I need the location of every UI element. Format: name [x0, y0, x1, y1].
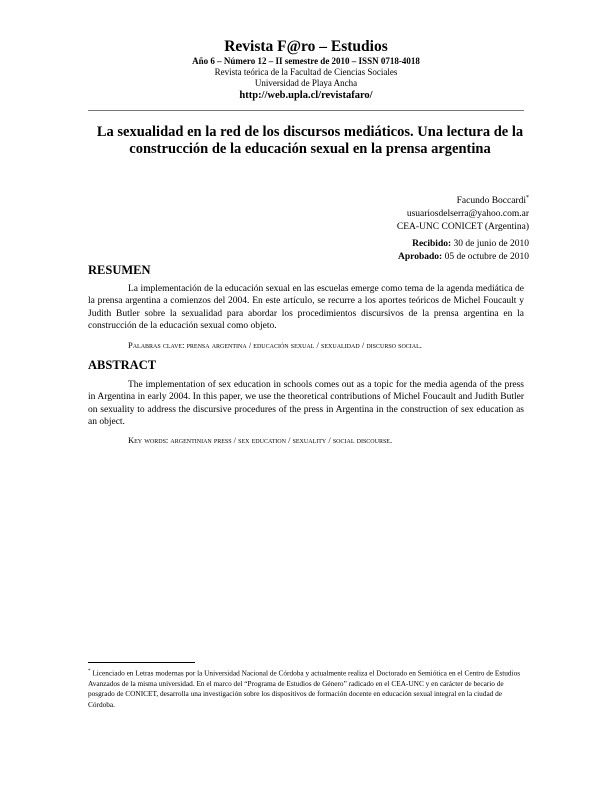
footnote-text: Licenciado en Letras modernas por la Universidad Nacional de Córdoba y actualmente realiza el Doctorado en Semiótica en el Centro de Estudios Avanzados de la misma universidad. En el marco del “Programa de Estudios de Género” radicado en el CEA-UNC y en carácter de becario de posgrado de CONICET, desarrolla una investigación sobre los dispositivos de formación docente en educación sexual integral en la ciudad de Córdoba.	[88, 668, 521, 709]
author-name: Facundo Boccardi	[456, 196, 526, 207]
received-date	[398, 238, 529, 251]
author-name-line	[397, 192, 529, 208]
author-block	[397, 192, 529, 234]
author-email[interactable]: usuariosdelserra@yahoo.com.ar	[406, 209, 529, 220]
abstract-text: The implementation of sex education in schools comes out as a topic for the media agenda of the press in Argentina in early 2004. In this paper, we use the theoretical contributions of Michel Foucault and Judith Butler on sexuality to address the discursive procedures of the press in Argentina in the construction of sex education as an object.	[88, 380, 524, 427]
resumen-keywords: Palabras clave: prensa argentina / educación sexual / sexualidad / discurso social.	[128, 340, 422, 350]
author-affiliation: CEA-UNC CONICET (Argentina)	[396, 222, 529, 233]
journal-url-link[interactable]: http://web.upla.cl/revistafaro/	[239, 90, 373, 101]
footnote-marker: *	[88, 669, 91, 674]
article-dates	[398, 238, 529, 264]
approved-value: 05 de octubre de 2010	[444, 252, 529, 262]
author-footnote-marker[interactable]: *	[526, 195, 529, 201]
abstract-heading: ABSTRACT	[88, 358, 157, 372]
article-title: La sexualidad en la red de los discursos mediáticos. Una lectura de la construcción de la educación sexual en la prensa argentina	[96, 124, 524, 157]
approved-date	[398, 251, 529, 264]
received-value: 30 de junio de 2010	[453, 239, 529, 249]
abstract-keywords: Key words: argentinian press / sex education / sexuality / social discourse.	[128, 435, 393, 445]
journal-title: Revista F@ro – Estudios	[224, 38, 388, 55]
resumen-text: La implementación de la educación sexual en las escuelas emerge como tema de la agenda mediática de la prensa argentina a comienzos del 2004. En este artículo, se recurre a los aportes teóricos de Michel Foucault y Judith Butler sobre la sexualidad para abordar los procedimientos discursivos de la prensa argentina en la construcción de la educación sexual como objeto.	[88, 284, 524, 331]
header-divider	[88, 110, 524, 111]
author-footnote	[88, 667, 526, 710]
issue-line: Año 6 – Número 12 – II semestre de 2010 – ISSN 0718-4018	[192, 56, 420, 66]
received-label: Recibido:	[412, 239, 452, 249]
journal-header	[0, 38, 612, 102]
resumen-heading: RESUMEN	[88, 263, 151, 277]
approved-label: Aprobado:	[398, 252, 443, 262]
university-line: Universidad de Playa Ancha	[254, 78, 358, 88]
faculty-line: Revista teórica de la Facultad de Ciencias Sociales	[214, 67, 398, 77]
footnote-divider	[88, 662, 195, 663]
